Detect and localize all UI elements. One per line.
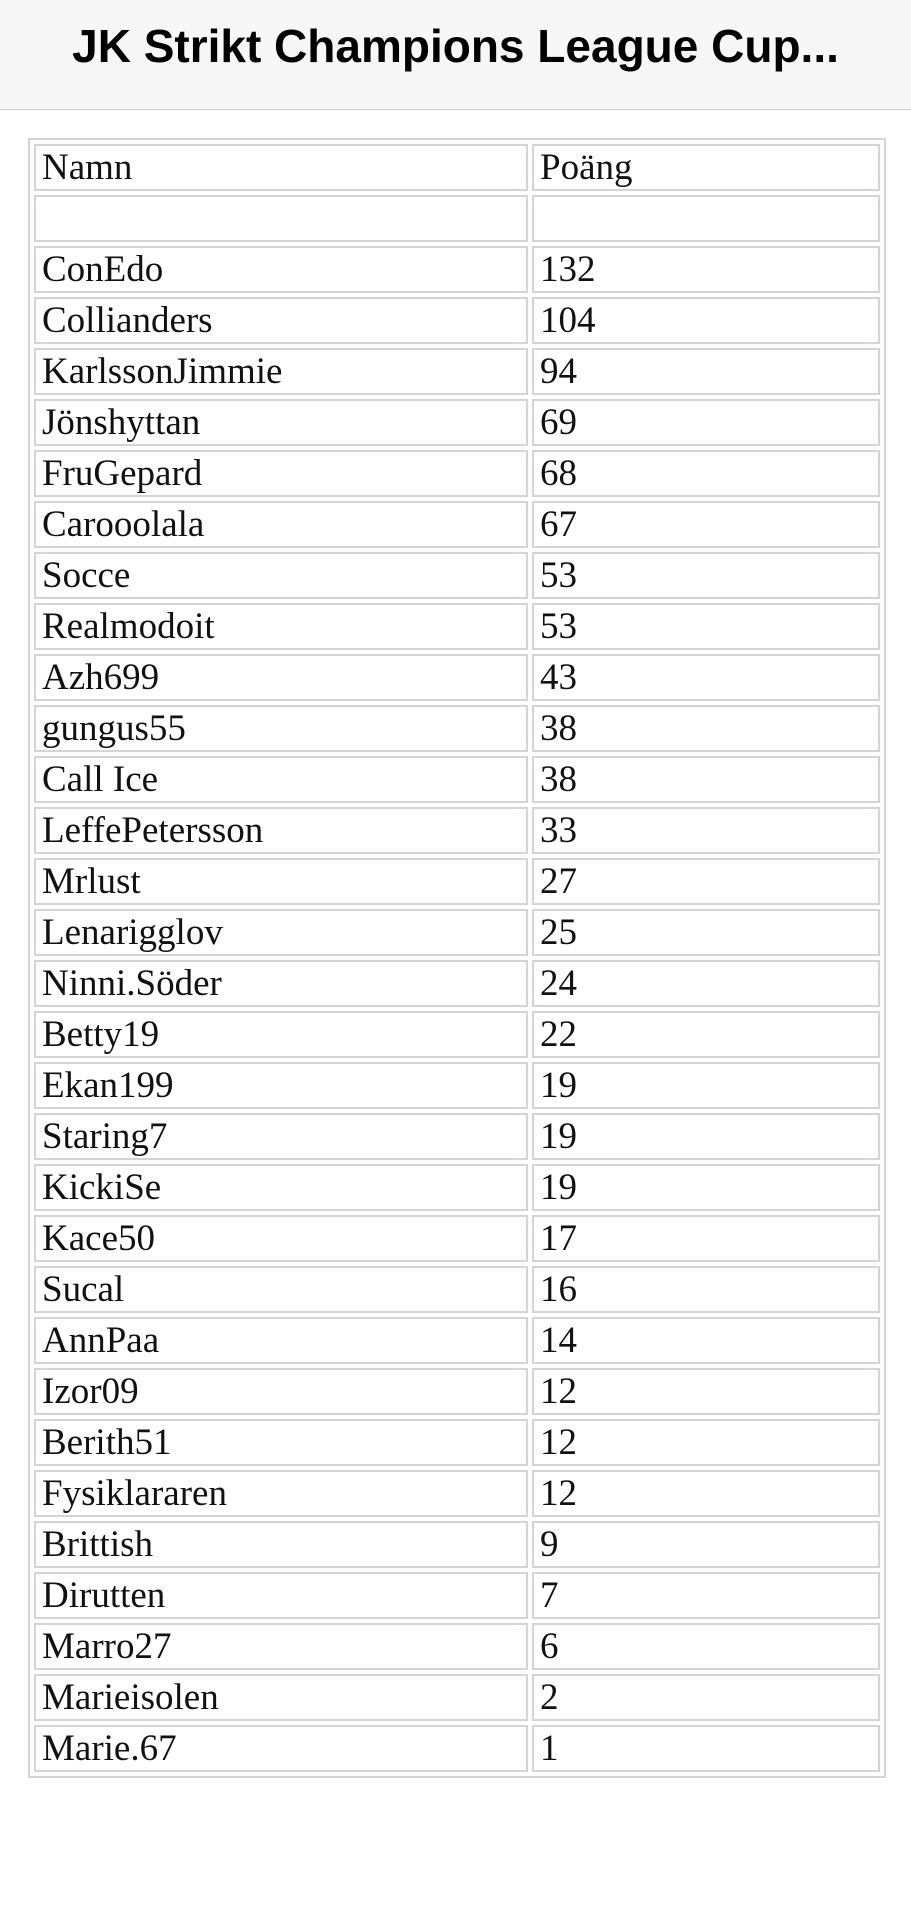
scoreboard-table xyxy=(28,138,886,1778)
player-name-cell: Staring7 xyxy=(34,1113,528,1160)
table-row xyxy=(34,348,880,395)
table-row xyxy=(34,1164,880,1211)
player-name-cell xyxy=(34,195,528,242)
page-header xyxy=(0,0,911,110)
player-name-cell: Ninni.Söder xyxy=(34,960,528,1007)
player-name-cell: Carooolala xyxy=(34,501,528,548)
player-points-cell: 53 xyxy=(532,603,880,650)
table-row xyxy=(34,1062,880,1109)
page-title: JK Strikt Champions League Cup... xyxy=(72,20,839,72)
table-row xyxy=(34,807,880,854)
player-name-cell: Sucal xyxy=(34,1266,528,1313)
table-row xyxy=(34,399,880,446)
player-points-cell: 69 xyxy=(532,399,880,446)
player-points-cell: 7 xyxy=(532,1572,880,1619)
table-row xyxy=(34,450,880,497)
player-points-cell: 16 xyxy=(532,1266,880,1313)
player-name-cell: Lenarigglov xyxy=(34,909,528,956)
player-name-cell: Marie.67 xyxy=(34,1725,528,1772)
table-row xyxy=(34,1113,880,1160)
player-points-cell: 17 xyxy=(532,1215,880,1262)
player-name-cell: Azh699 xyxy=(34,654,528,701)
table-row xyxy=(34,756,880,803)
player-name-cell: Dirutten xyxy=(34,1572,528,1619)
player-name-cell: AnnPaa xyxy=(34,1317,528,1364)
player-name-cell: Ekan199 xyxy=(34,1062,528,1109)
player-points-cell: 19 xyxy=(532,1164,880,1211)
column-header-points: Poäng xyxy=(532,144,880,191)
player-name-cell: Socce xyxy=(34,552,528,599)
player-points-cell: 94 xyxy=(532,348,880,395)
player-points-cell: 9 xyxy=(532,1521,880,1568)
table-row xyxy=(34,603,880,650)
player-points-cell: 27 xyxy=(532,858,880,905)
table-row xyxy=(34,552,880,599)
player-points-cell: 38 xyxy=(532,705,880,752)
player-points-cell: 22 xyxy=(532,1011,880,1058)
player-points-cell: 2 xyxy=(532,1674,880,1721)
table-row xyxy=(34,1521,880,1568)
player-points-cell: 19 xyxy=(532,1062,880,1109)
player-name-cell: Mrlust xyxy=(34,858,528,905)
player-name-cell: Marieisolen xyxy=(34,1674,528,1721)
player-name-cell: KarlssonJimmie xyxy=(34,348,528,395)
player-points-cell: 25 xyxy=(532,909,880,956)
table-header-row xyxy=(34,144,880,191)
table-row xyxy=(34,1572,880,1619)
table-row xyxy=(34,654,880,701)
player-name-cell: Berith51 xyxy=(34,1419,528,1466)
player-points-cell: 1 xyxy=(532,1725,880,1772)
player-name-cell: Marro27 xyxy=(34,1623,528,1670)
table-row xyxy=(34,960,880,1007)
player-name-cell: FruGepard xyxy=(34,450,528,497)
player-points-cell: 6 xyxy=(532,1623,880,1670)
player-points-cell: 12 xyxy=(532,1419,880,1466)
player-name-cell: ConEdo xyxy=(34,246,528,293)
table-row xyxy=(34,195,880,242)
table-row xyxy=(34,1011,880,1058)
player-points-cell: 38 xyxy=(532,756,880,803)
player-name-cell: Betty19 xyxy=(34,1011,528,1058)
table-row xyxy=(34,1317,880,1364)
column-header-name: Namn xyxy=(34,144,528,191)
table-row xyxy=(34,1215,880,1262)
table-row xyxy=(34,909,880,956)
player-points-cell: 12 xyxy=(532,1368,880,1415)
table-row xyxy=(34,705,880,752)
player-points-cell: 12 xyxy=(532,1470,880,1517)
player-points-cell: 132 xyxy=(532,246,880,293)
player-points-cell: 19 xyxy=(532,1113,880,1160)
table-row xyxy=(34,1266,880,1313)
table-row xyxy=(34,1674,880,1721)
player-name-cell: Collianders xyxy=(34,297,528,344)
table-row xyxy=(34,1419,880,1466)
table-row xyxy=(34,1470,880,1517)
player-name-cell: Izor09 xyxy=(34,1368,528,1415)
player-name-cell: KickiSe xyxy=(34,1164,528,1211)
table-row xyxy=(34,858,880,905)
player-name-cell: gungus55 xyxy=(34,705,528,752)
player-points-cell: 68 xyxy=(532,450,880,497)
player-name-cell: Realmodoit xyxy=(34,603,528,650)
table-row xyxy=(34,297,880,344)
player-points-cell: 33 xyxy=(532,807,880,854)
table-row xyxy=(34,1623,880,1670)
table-row xyxy=(34,501,880,548)
player-name-cell: Call Ice xyxy=(34,756,528,803)
table-row xyxy=(34,1368,880,1415)
player-points-cell: 43 xyxy=(532,654,880,701)
player-name-cell: Kace50 xyxy=(34,1215,528,1262)
player-points-cell: 24 xyxy=(532,960,880,1007)
table-row xyxy=(34,1725,880,1772)
player-points-cell xyxy=(532,195,880,242)
player-name-cell: Fysiklararen xyxy=(34,1470,528,1517)
player-points-cell: 53 xyxy=(532,552,880,599)
player-points-cell: 67 xyxy=(532,501,880,548)
player-name-cell: LeffePetersson xyxy=(34,807,528,854)
player-name-cell: Brittish xyxy=(34,1521,528,1568)
table-row xyxy=(34,246,880,293)
player-name-cell: Jönshyttan xyxy=(34,399,528,446)
player-points-cell: 104 xyxy=(532,297,880,344)
player-points-cell: 14 xyxy=(532,1317,880,1364)
